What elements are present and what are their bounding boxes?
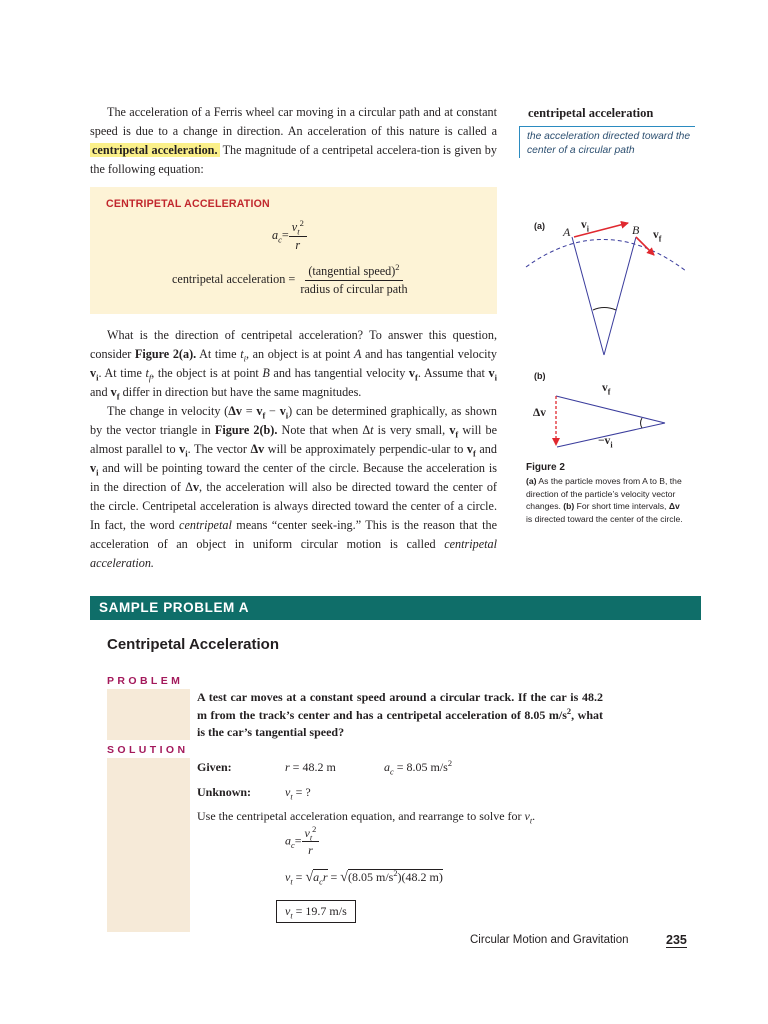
sample-problem-bar: SAMPLE PROBLEM A <box>90 596 701 620</box>
delta-v-label: Δv <box>533 407 546 419</box>
glossary-term: centripetal acceleration <box>528 106 654 120</box>
neg-vi-label: $-v_i$ <box>598 435 613 450</box>
radius-b <box>604 237 636 355</box>
radius-a <box>572 237 604 355</box>
answer-box: $v_t = 19.7$ m/s <box>276 900 356 923</box>
footer-chapter-title: Circular Motion and Gravitation <box>470 934 629 946</box>
intro-paragraph: The acceleration of a Ferris wheel car moving in a circular path and at constant speed is due to a change in direction. An acceleration of this nature is called a centripetal acceleration. The magnitude of a centripetal accelera-tion is given by the following equation: <box>90 105 497 176</box>
point-b-label: B <box>632 223 640 237</box>
solution-sidebar <box>107 758 190 932</box>
given-row: Given: <box>197 760 232 774</box>
body-paragraphs <box>90 326 497 573</box>
sample-problem-title: Centripetal Acceleration <box>107 636 279 653</box>
given-acceleration: $a_c = 8.05$ $m/s^2$ <box>384 759 453 777</box>
instruction-text: Use the centripetal acceleration equation, and rearrange to solve for $v_t$. <box>197 809 536 826</box>
vector-vi-label: $v_i$ <box>581 219 589 234</box>
figure-label-a: (a) <box>534 221 545 231</box>
figure-title: Figure 2 <box>526 462 565 473</box>
problem-label: PROBLEM <box>107 675 184 687</box>
unknown-row: Unknown: <box>197 785 252 799</box>
unknown-value: $v_t$ = ? <box>285 785 311 802</box>
equation-1: $a_c=$ $\frac{v_t^2}{r}$ <box>285 826 319 858</box>
page-number: 235 <box>666 933 687 947</box>
paragraph-change-in-velocity: The change in velocity $(\Delta v = v_f - v_i)$ can be determined graphically, as shown by the vector triangle in Figure 2(b). Note that when Δt is very small, $v_f$ will be almost parallel to $v_i$. The vector Δv will be approximately perpendic-ular to $v_f$ and $v_i$ and will be pointing toward the center of the circle. Because the acceleration is in the direction of Δv, the acceleration will also be directed toward the center of the circle. Centripetal acceleration is always directed toward the center of a circle. In fact, the word centripetal means “center seek-ing.” This is the reason that the acceleration of an object in uniform circular motion is called centripetal acceleration. <box>90 404 497 570</box>
equation-2: $v_t = √a_cr = √(8.05$ $m/s^2)(48.2$ m) <box>285 869 443 887</box>
vector-vf <box>636 237 654 255</box>
problem-text: A test car moves at a constant speed around a circular track. If the car is 48.2 m from the track’s center and has a centripetal acceleration of 8.05 $m/s^2$, what is the car’s tangential speed? <box>197 690 603 739</box>
highlighted-term: centripetal acceleration. <box>92 143 218 157</box>
angle-arc-a <box>593 308 616 311</box>
angle-arc-b <box>641 418 643 428</box>
circular-path <box>526 239 686 271</box>
glossary-definition: the acceleration directed toward the center of a circular path <box>519 126 695 158</box>
triangle-vf-label: $v_f$ <box>602 382 611 397</box>
problem-sidebar <box>107 689 190 740</box>
point-a-label: A <box>563 225 571 239</box>
given-radius: r = 48.2 m <box>285 760 336 774</box>
triangle-vf <box>556 396 665 423</box>
figure-2 <box>520 215 710 545</box>
centripetal-formula: $a_c=$ $\frac{v_t^2}{r}$ <box>272 220 307 252</box>
figure-caption: (a) As the particle moves from A to B, the direction of the particle’s velocity vector changes. (b) For short time intervals, Δv is directed toward the center of the circle. <box>526 476 683 524</box>
equation-box-title: CENTRIPETAL ACCELERATION <box>106 198 270 210</box>
solution-label: SOLUTION <box>107 744 189 756</box>
paragraph-direction: What is the direction of centripetal acceleration? To answer this question, consider Figure 2(a). At time $t_i$, an object is at point A and has tangential velocity $v_i$. At time $t_f$, the object is at point B and has tangential velocity $v_f$. Assume that $v_i$ and $v_f$ differ in direction but have the same magnitudes. <box>90 328 497 402</box>
word-equation: centripetal acceleration = $\frac{(tangential speed)^2}{\text{radius of circular path}}$ <box>172 261 408 296</box>
vector-vf-label: $v_f$ <box>653 229 662 244</box>
figure-label-b: (b) <box>534 371 546 381</box>
equation-box <box>90 187 497 314</box>
